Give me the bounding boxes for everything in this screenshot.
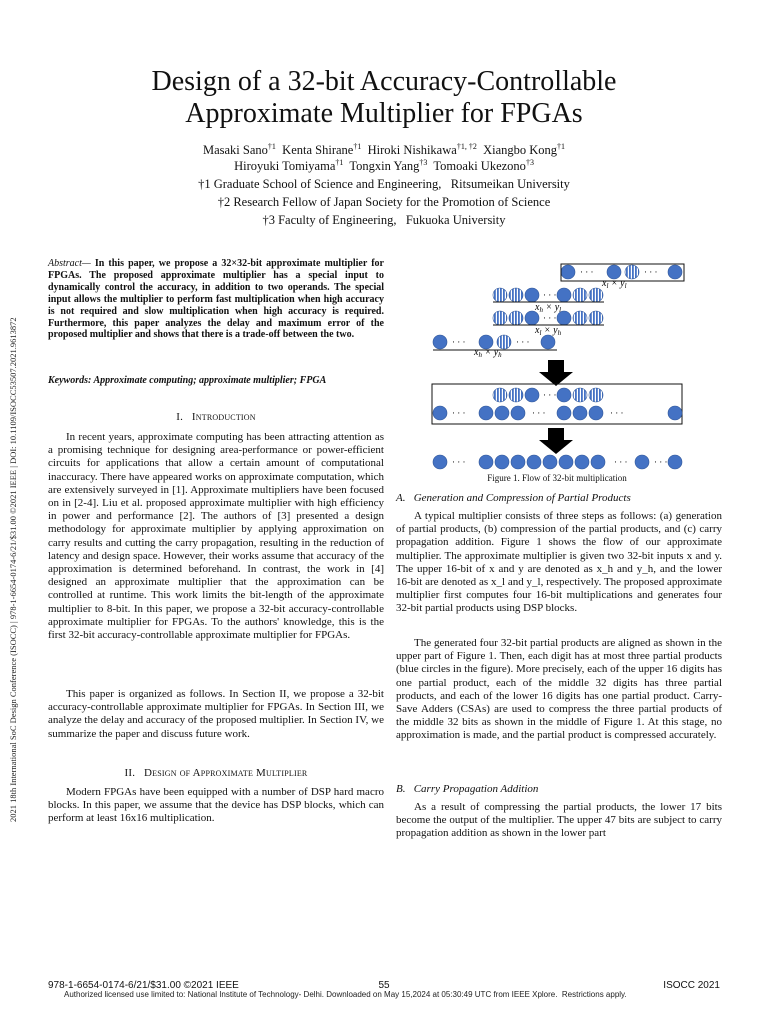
title-line-2: Approximate Multiplier for FPGAs: [185, 98, 583, 129]
author-name: Masaki Sano: [202, 143, 268, 158]
bit-dot: [607, 265, 621, 279]
bit-dot: [668, 265, 682, 279]
subsection-b-paragraph-1: [396, 801, 722, 841]
bit-dot: [591, 455, 605, 469]
paragraph-text: As a result of compressing the partial products, the lower 17 bits become the output of the multiplier. The upper 47 bits are subject to carry propagation addition as shown in the lower part: [396, 801, 722, 840]
bit-dot: [433, 455, 447, 469]
author-name: Tomoaki Ukezono: [433, 159, 526, 174]
down-arrow-icon: [539, 360, 573, 386]
author-name: Hiroyuki Tomiyama: [234, 159, 336, 174]
bit-dot: [479, 406, 493, 420]
bit-dot: [433, 335, 447, 349]
paragraph-text: A typical multiplier consists of three steps as follows: (a) generation of partial products, (b) compression of the partial products, and (c) carry propagation addition. Figure 1 shows the flow of our approximate multiplier. The approximate multiplier is given two 32-bit inputs x and y. The upper 16-bit of x and y are denoted as x_h and y_h, and the lower 16-bit are denoted as x_l and y_l, respectively. The proposed approximate multiplier first computes four 16-bit multiplications and generates four 32-bit partial products using DSP blocks.: [396, 510, 722, 615]
bit-dot: [495, 455, 509, 469]
paragraph-text: This paper is organized as follows. In Section II, we propose a 32-bit accuracy-controllable approximate multiplier for FPGAs. In Section III, we analyze the delay and accuracy of the proposed multiplier. In Section IV, we summarize the paper and discuss future work.: [48, 688, 384, 740]
bit-dot: [525, 288, 539, 302]
ellipsis: · · ·: [610, 408, 624, 418]
intro-paragraph-2: [48, 688, 384, 741]
bit-dot: [575, 455, 589, 469]
author-affiliation-mark: †1, †2: [456, 142, 477, 151]
bit-dot: [557, 388, 571, 402]
bit-dot: [573, 388, 587, 402]
label-xl-yh: $x_l \times y_h$: [535, 325, 562, 337]
affiliation-2: †2 Research Fellow of Japan Society for the Promotion of Science: [217, 195, 551, 209]
bit-dot: [635, 455, 649, 469]
bit-dot: [525, 311, 539, 325]
bit-dot: [589, 388, 603, 402]
ellipsis: · · ·: [644, 267, 658, 277]
section-heading-introduction: I. Introduction: [176, 411, 256, 423]
ellipsis: · · ·: [580, 267, 594, 277]
author-line-2: [60, 155, 708, 174]
ellipsis: · · ·: [452, 408, 466, 418]
footer-conference: ISOCC 2021: [663, 980, 720, 991]
bit-dot: [573, 288, 587, 302]
bit-dot: [589, 288, 603, 302]
abstract: [48, 258, 384, 341]
license-notice: Authorized licensed use limited to: National Institute of Technology- Delhi. Downloaded on May 15,2024 at 05:30:49 UTC from IEEE Xplore. Restrictions apply.: [64, 990, 627, 999]
figure-1-diagram: [392, 258, 722, 488]
author-affiliation-mark: †1: [335, 158, 344, 167]
bit-dot: [433, 406, 447, 420]
design-paragraph-1: [48, 786, 384, 826]
ellipsis: · · ·: [516, 337, 530, 347]
footer-isbn: 978-1-6654-0174-6/21/$31.00 ©2021 IEEE: [48, 980, 239, 991]
ellipsis: · · ·: [543, 313, 557, 323]
bit-dot: [561, 265, 575, 279]
author-affiliation-mark: †3: [525, 158, 534, 167]
label-xl-yl: $x_l \times y_l$: [602, 278, 627, 290]
title-line-1: Design of a 32-bit Accuracy-Controllable: [151, 66, 617, 97]
subsection-heading-a: A. Generation and Compression of Partial Products: [396, 492, 631, 504]
bit-dot: [589, 311, 603, 325]
bit-dot: [541, 335, 555, 349]
author-name: Xiangbo Kong: [483, 143, 558, 158]
author-name: Tongxin Yang: [349, 159, 420, 174]
bit-dot: [511, 406, 525, 420]
abstract-text: In this paper, we propose a 32×32-bit approximate multiplier for FPGAs. The proposed approximate multiplier has a special input to dynamically control the accuracy, in addition to two operands. The special input allows the multiplier to perform fast multiplication when high accuracy is not required and slow multiplication when high accuracy is required. Furthermore, this paper analyzes the delay and maximum error of the proposed multiplier and shows that there is a trade-off between the two.: [48, 258, 384, 341]
section-heading-design: II. Design of Approximate Multiplier: [124, 767, 308, 779]
figure-1-caption: Figure 1. Flow of 32-bit multiplication: [487, 473, 627, 483]
bit-dot: [589, 406, 603, 420]
bit-dot: [493, 288, 507, 302]
bit-dot: [557, 406, 571, 420]
author-name: Hiroki Nishikawa: [367, 143, 457, 158]
subsection-a-paragraph-2: [396, 637, 722, 743]
bit-dot: [509, 288, 523, 302]
bit-dot: [573, 406, 587, 420]
bit-dot: [509, 311, 523, 325]
ellipsis: · · ·: [543, 390, 557, 400]
author-name: Kenta Shirane: [282, 143, 354, 158]
affiliation-1: †1 Graduate School of Science and Engineering, Ritsumeikan University: [198, 177, 570, 191]
label-xh-yl: $x_h \times y_l$: [535, 302, 562, 314]
bit-dot: [668, 406, 682, 420]
bit-dot: [557, 288, 571, 302]
page-number: 55: [378, 980, 390, 991]
bit-dot: [493, 311, 507, 325]
label-xh-yh: $x_h \times y_h$: [474, 347, 502, 359]
ellipsis: · · ·: [452, 337, 466, 347]
paper-title: [60, 66, 708, 130]
bit-dot: [525, 388, 539, 402]
bit-dot: [509, 388, 523, 402]
bit-dot: [573, 311, 587, 325]
doi-sidebar: [8, 222, 22, 822]
bit-dot: [668, 455, 682, 469]
affiliation-3: †3 Faculty of Engineering, Fukuoka University: [262, 213, 506, 227]
ellipsis: · · ·: [614, 457, 628, 467]
author-affiliation-mark: †1: [557, 142, 566, 151]
paragraph-text: Modern FPGAs have been equipped with a number of DSP hard macro blocks. In this paper, we assume that the device has DSP blocks, which can perform at least 16x16 multiplication.: [48, 786, 384, 825]
down-arrow-icon: [539, 428, 573, 454]
paragraph-text: In recent years, approximate computing has been attracting attention as a promising technique for designing area-performance or power-efficient circuits for applications that allow a certain amount of computational inaccuracy. There have appeared works on approximate computation, which are extensively surveyed in [1]. Approximate multipliers have been focused on in [2-4]. Liu et al. proposed approximate multiplier with high efficiency in power and performance [2]. The authors of [3] presented a design methodology for approximate multiplier by applying approximation on carry results and cutting the carry propagation, resulting in the reduction of latency and design space. However, their works assume that accuracy of the approximation is determined beforehand. In contrast, the work in [4] designed an approximate multiplier that the approximation can be controlled at runtime. This work limits the bit-length of the approximate multiplier to 8-bit. In this paper, we propose a 32-bit accuracy-controllable approximate multiplier for FPGAs. To the authors' knowledge, this is the first 32-bit accuracy-controllable approximate multiplier for FPGAs.: [48, 431, 384, 642]
bit-dot: [527, 455, 541, 469]
author-affiliation-mark: †1: [353, 142, 362, 151]
compression-block: [432, 384, 682, 424]
bit-dot: [497, 335, 511, 349]
abstract-label: Abstract—: [48, 258, 91, 269]
keywords: Keywords: Approximate computing; approximate multiplier; FPGA: [48, 375, 327, 386]
bit-dot: [479, 455, 493, 469]
author-affiliation-mark: †1: [267, 142, 276, 151]
paragraph-text: The generated four 32-bit partial products are aligned as shown in the upper part of Figure 1. Then, each digit has at most three partial products (blue circles in the figure). More precisely, each of the upper 16 digits has one partial product, each of the middle 32 digits has three partial products, and each of the lower 16 digits has one partial product. Carry-Save Adders (CSAs) are used to compress the three partial products of the middle 32 bits as shown in the middle of Figure 1. At this stage, no approximation is made, and the partial product is compressed accurately.: [396, 637, 722, 742]
bit-dot: [559, 455, 573, 469]
author-affiliation-mark: †3: [419, 158, 428, 167]
ellipsis: · · ·: [543, 290, 557, 300]
bit-dot: [625, 265, 639, 279]
bit-dot: [511, 455, 525, 469]
ellipsis: · · ·: [532, 408, 546, 418]
ellipsis: · · ·: [654, 457, 668, 467]
ellipsis: · · ·: [452, 457, 466, 467]
intro-paragraph-1: [48, 431, 384, 642]
subsection-a-paragraph-1: [396, 510, 722, 616]
subsection-heading-b: B. Carry Propagation Addition: [396, 783, 539, 795]
bit-dot: [493, 388, 507, 402]
bit-dot: [495, 406, 509, 420]
bit-dot: [543, 455, 557, 469]
doi-sidebar-text: 2021 18th International SoC Design Conference (ISOCC) | 978-1-6654-0174-6/21/$31.00 ©2021 IEEE | DOI: 10.1109/ISOCC53507.2021.9613872: [8, 317, 18, 822]
